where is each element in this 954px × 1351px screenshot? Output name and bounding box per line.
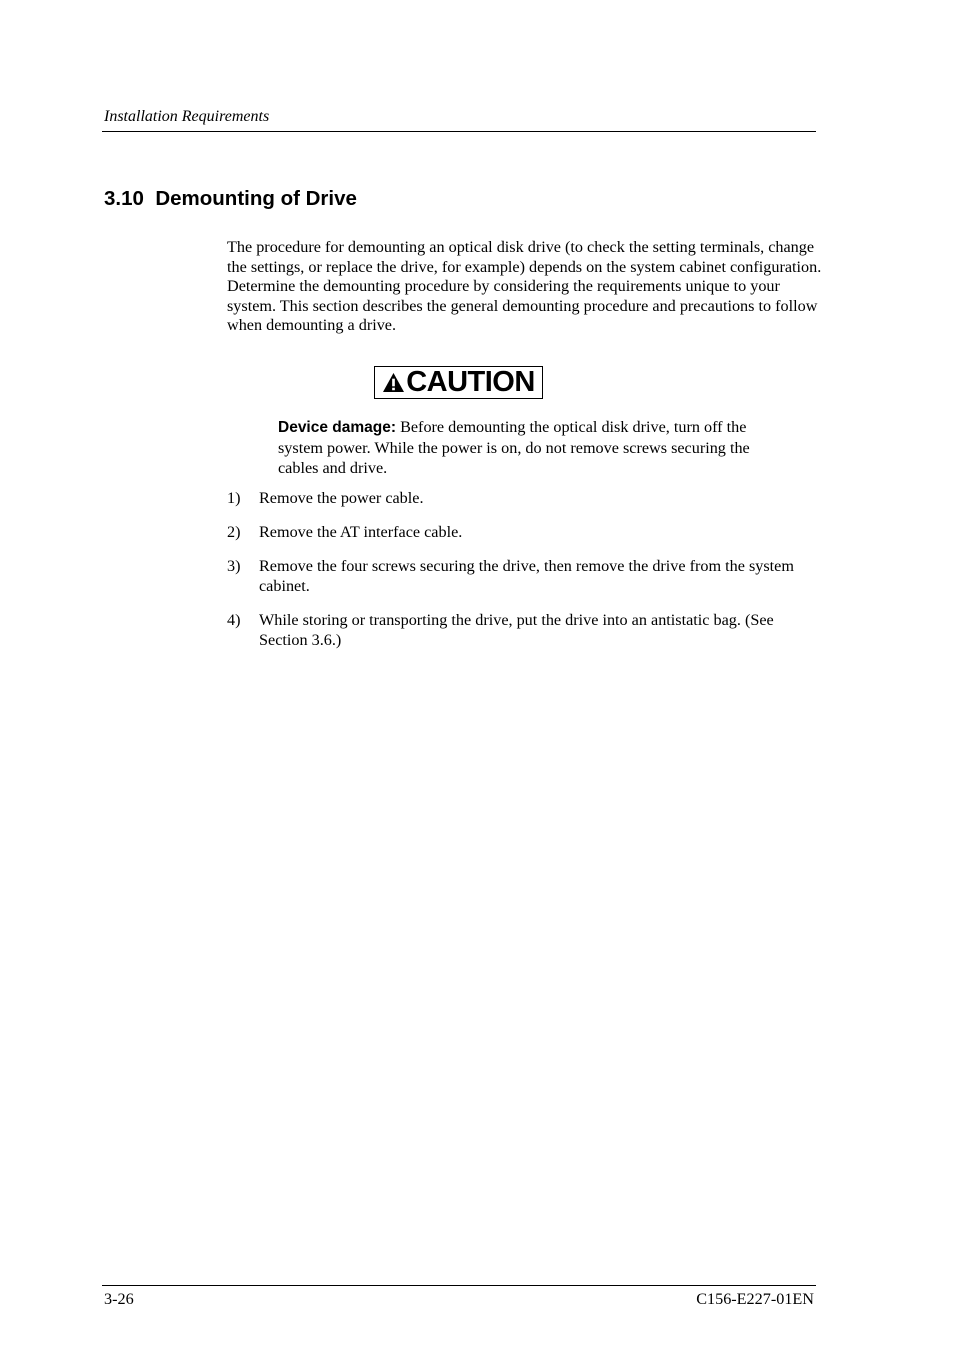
intro-paragraph: The procedure for demounting an optical disk drive (to check the setting terminals, change the settings, or replace the drive, for example) depends on the system cabinet configuration. Determine the demounting procedure by considering the requirements unique to your system. This section describes the general demounting procedure and precautions to follow when demounting a drive. <box>227 238 822 335</box>
step-number: 2) <box>227 523 241 541</box>
section-heading <box>104 187 357 211</box>
caution-message <box>278 417 768 478</box>
step-number: 4) <box>227 611 241 629</box>
header-rule <box>102 131 816 132</box>
list-item <box>227 522 462 542</box>
list-item <box>227 610 817 650</box>
list-item <box>227 556 817 596</box>
section-title: Demounting of Drive <box>155 187 357 210</box>
footer-rule <box>102 1285 816 1286</box>
step-text: Remove the four screws securing the drive, then remove the drive from the system cabinet. <box>259 557 794 595</box>
caution-label: CAUTION <box>406 366 535 398</box>
caution-title: Device damage: <box>278 419 397 436</box>
list-item <box>227 488 424 508</box>
section-number: 3.10 <box>104 187 144 210</box>
step-number: 1) <box>227 489 241 507</box>
caution-banner <box>374 366 543 399</box>
step-text: Remove the power cable. <box>259 489 424 507</box>
step-text: Remove the AT interface cable. <box>259 523 463 541</box>
document-code: C156-E227-01EN <box>696 1290 814 1308</box>
step-text: While storing or transporting the drive, put the drive into an antistatic bag. (See Section 3.6.) <box>259 611 774 649</box>
page-number: 3-26 <box>104 1290 134 1308</box>
warning-triangle-icon <box>382 372 405 393</box>
step-number: 3) <box>227 557 241 575</box>
running-header: Installation Requirements <box>104 108 270 125</box>
caution-body: Before demounting the optical disk drive, turn off the system power. While the power is on, do not remove screws securing the cables and drive. <box>278 418 750 477</box>
